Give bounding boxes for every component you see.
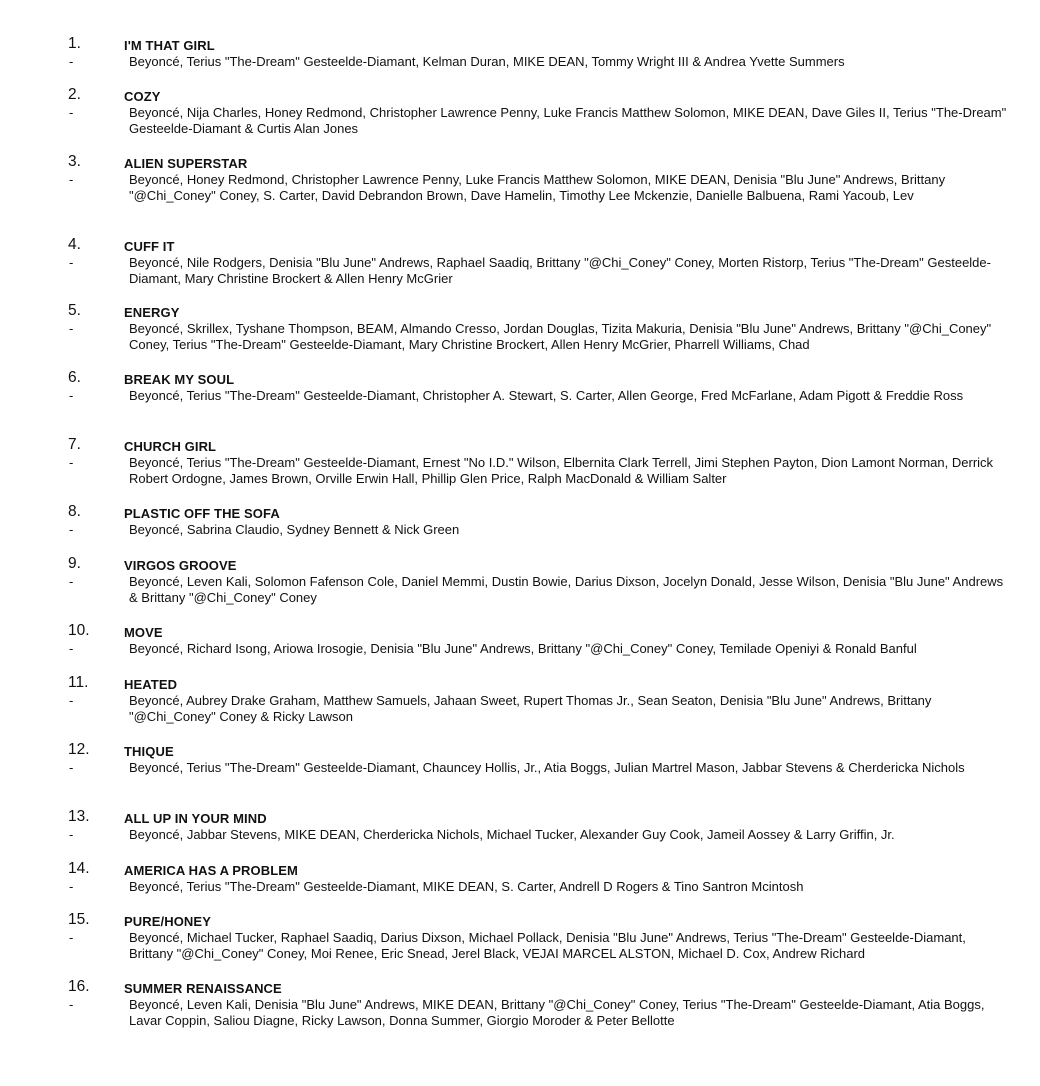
- track-title: ENERGY: [124, 305, 180, 320]
- track-writers: Beyoncé, Jabbar Stevens, MIKE DEAN, Cherdericka Nichols, Michael Tucker, Alexander Guy Cook, Jameil Aossey & Larry Griffin, Jr.: [129, 827, 895, 842]
- track-number: 4.: [68, 236, 81, 253]
- track-dash: -: [69, 172, 74, 187]
- track-number: 5.: [68, 302, 81, 319]
- track-number: 13.: [68, 808, 90, 825]
- track-writers: Beyoncé, Richard Isong, Ariowa Irosogie, Denisia "Blu June" Andrews, Brittany "@Chi_Coney" Coney, Temilade Openiyi & Ronald Banful: [129, 641, 917, 656]
- track-title: I'M THAT GIRL: [124, 38, 215, 53]
- track-title: THIQUE: [124, 744, 174, 759]
- track-number: 7.: [68, 436, 81, 453]
- track-number: 3.: [68, 153, 81, 170]
- track-writers: Beyoncé, Leven Kali, Denisia "Blu June" Andrews, MIKE DEAN, Brittany "@Chi_Coney" Coney, Terius "The-Dream" Gesteelde-Diamant, Atia Boggs, Lavar Coppin, Saliou Diagne, Ricky Lawson, Donna Summer, Giorgio Moroder & Peter Bellotte: [129, 997, 985, 1028]
- track-number: 15.: [68, 911, 90, 928]
- track-number: 6.: [68, 369, 81, 386]
- track-title: MOVE: [124, 625, 163, 640]
- track-number: 1.: [68, 35, 81, 52]
- track-number: 9.: [68, 555, 81, 572]
- track-dash: -: [69, 641, 74, 656]
- track-title: VIRGOS GROOVE: [124, 558, 237, 573]
- track-writers: Beyoncé, Terius "The-Dream" Gesteelde-Diamant, Christopher A. Stewart, S. Carter, Allen George, Fred McFarlane, Adam Pigott & Freddie Ross: [129, 388, 964, 403]
- track-writers: Beyoncé, Terius "The-Dream" Gesteelde-Diamant, Chauncey Hollis, Jr., Atia Boggs, Julian Martrel Mason, Jabbar Stevens & Cherdericka Nichols: [129, 760, 965, 775]
- track-writers: Beyoncé, Sabrina Claudio, Sydney Bennett & Nick Green: [129, 522, 460, 537]
- track-number: 16.: [68, 978, 90, 995]
- track-dash: -: [69, 321, 74, 336]
- track-dash: -: [69, 930, 74, 945]
- track-dash: -: [69, 255, 74, 270]
- track-title: SUMMER RENAISSANCE: [124, 981, 282, 996]
- track-number: 10.: [68, 622, 90, 639]
- track-title: PLASTIC OFF THE SOFA: [124, 506, 280, 521]
- track-number: 8.: [68, 503, 81, 520]
- track-dash: -: [69, 693, 74, 708]
- track-dash: -: [69, 54, 74, 69]
- track-number: 2.: [68, 86, 81, 103]
- track-title: ALIEN SUPERSTAR: [124, 156, 248, 171]
- track-writers: Beyoncé, Nija Charles, Honey Redmond, Christopher Lawrence Penny, Luke Francis Matthew Solomon, MIKE DEAN, Dave Giles II, Terius "The-Dream" Gesteelde-Diamant & Curtis Alan Jones: [129, 105, 1007, 136]
- track-number: 12.: [68, 741, 90, 758]
- track-writers: Beyoncé, Michael Tucker, Raphael Saadiq, Darius Dixson, Michael Pollack, Denisia "Blu June" Andrews, Terius "The-Dream" Gesteelde-Diamant, Brittany "@Chi_Coney" Coney, Moi Renee, Eric Snead, Jerel Black, VEJAI MARCEL ALSTON, Michael D. Cox, Andrew Richard: [129, 930, 966, 961]
- track-title: CUFF IT: [124, 239, 175, 254]
- track-title: CHURCH GIRL: [124, 439, 217, 454]
- track-title: ALL UP IN YOUR MIND: [124, 811, 267, 826]
- track-title: PURE/HONEY: [124, 914, 211, 929]
- track-title: AMERICA HAS A PROBLEM: [124, 863, 298, 878]
- track-writers: Beyoncé, Terius "The-Dream" Gesteelde-Diamant, Kelman Duran, MIKE DEAN, Tommy Wright III & Andrea Yvette Summers: [129, 54, 845, 69]
- track-writers: Beyoncé, Aubrey Drake Graham, Matthew Samuels, Jahaan Sweet, Rupert Thomas Jr., Sean Seaton, Denisia "Blu June" Andrews, Brittany "@Chi_Coney" Coney & Ricky Lawson: [129, 693, 932, 724]
- track-writers: Beyoncé, Terius "The-Dream" Gesteelde-Diamant, Ernest "No I.D." Wilson, Elbernita Clark Terrell, Jimi Stephen Payton, Dion Lamont Norman, Derrick Robert Ordogne, James Brown, Orville Erwin Hall, Phillip Glen Price, Ralph MacDonald & William Salter: [129, 455, 994, 486]
- track-writers: Beyoncé, Terius "The-Dream" Gesteelde-Diamant, MIKE DEAN, S. Carter, Andrell D Rogers & Tino Santron Mcintosh: [129, 879, 804, 894]
- track-number: 14.: [68, 860, 90, 877]
- track-dash: -: [69, 879, 74, 894]
- track-writers: Beyoncé, Nile Rodgers, Denisia "Blu June" Andrews, Raphael Saadiq, Brittany "@Chi_Coney" Coney, Morten Ristorp, Terius "The-Dream" Gesteelde-Diamant, Mary Christine Brockert & Allen Henry McGrier: [129, 255, 991, 286]
- track-title: HEATED: [124, 677, 178, 692]
- track-title: BREAK MY SOUL: [124, 372, 235, 387]
- track-writers: Beyoncé, Leven Kali, Solomon Fafenson Cole, Daniel Memmi, Dustin Bowie, Darius Dixson, Jocelyn Donald, Jesse Wilson, Denisia "Blu June" Andrews & Brittany "@Chi_Coney" Coney: [129, 574, 1004, 605]
- track-writers: Beyoncé, Honey Redmond, Christopher Lawrence Penny, Luke Francis Matthew Solomon, MIKE DEAN, Denisia "Blu June" Andrews, Brittany "@Chi_Coney" Coney, S. Carter, David Debrandon Brown, Dave Hamelin, Timothy Lee Mckenzie, Danielle Balbuena, Rami Yacoub, Lev: [129, 172, 946, 203]
- track-writers: Beyoncé, Skrillex, Tyshane Thompson, BEAM, Almando Cresso, Jordan Douglas, Tizita Makuria, Denisia "Blu June" Andrews, Brittany "@Chi_Coney" Coney, Terius "The-Dream" Gesteelde-Diamant, Mary Christine Brockert, Allen Henry McGrier, Pharrell Williams, Chad: [129, 321, 992, 352]
- track-dash: -: [69, 827, 74, 842]
- track-dash: -: [69, 455, 74, 470]
- track-number: 11.: [68, 674, 89, 691]
- track-dash: -: [69, 760, 74, 775]
- track-title: COZY: [124, 89, 161, 104]
- track-dash: -: [69, 388, 74, 403]
- track-dash: -: [69, 574, 74, 589]
- track-dash: -: [69, 997, 74, 1012]
- track-dash: -: [69, 105, 74, 120]
- track-dash: -: [69, 522, 74, 537]
